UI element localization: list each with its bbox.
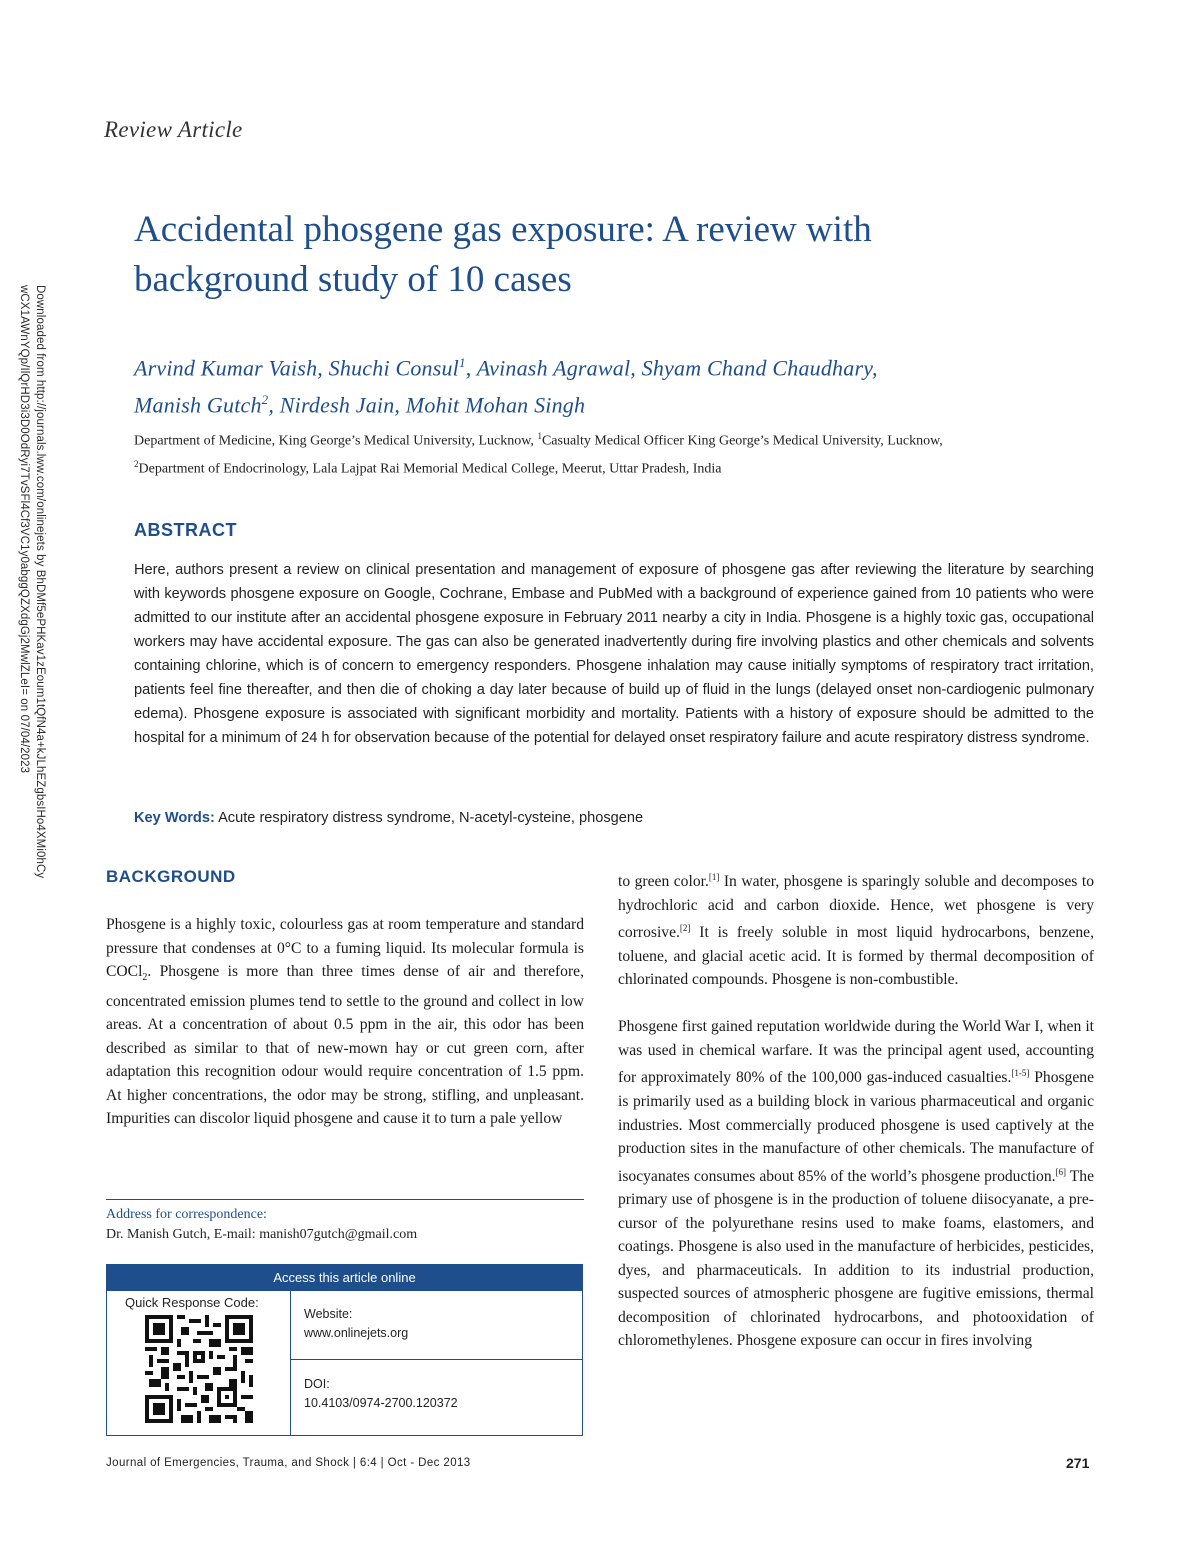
- background-heading: BACKGROUND: [106, 867, 236, 886]
- paragraph-text: In water, phosgene is sparingly soluble and decomposes to hydrochloric acid and carbon dioxide. Hence, wet phosgene is very corrosive.: [618, 873, 1094, 942]
- access-header: Access this article online: [107, 1265, 582, 1291]
- affiliation-superscript: 1: [537, 431, 542, 441]
- citation-ref[interactable]: [1-5]: [1011, 1068, 1030, 1079]
- author-text: , Avinash Agrawal, Shyam Chand Chaudhary,: [465, 355, 878, 381]
- article-title: Accidental phosgene gas exposure: A review with background study of 10 cases: [134, 209, 872, 300]
- paragraph-text: to green color.: [618, 873, 709, 891]
- author-list: [134, 347, 1094, 422]
- correspondence-label: Address for correspondence:: [106, 1207, 267, 1222]
- access-online-box: [106, 1264, 583, 1436]
- author-text: Manish Gutch: [134, 392, 262, 418]
- website-link[interactable]: www.onlinejets.org: [304, 1326, 409, 1340]
- correspondence-text: Dr. Manish Gutch, E-mail: manish07gutch@gmail.com: [106, 1227, 418, 1242]
- footer-journal: Journal of Emergencies, Trauma, and Shock | 6:4 | Oct - Dec 2013: [106, 1457, 471, 1469]
- paragraph-text: Phosgene is primarily used as a building block in various pharmaceutical and organic industries. Most commercially produced phosgene is used captively at the production sites in the manufacture of other chemicals. The manufacture of isocyanates consumes about 85% of the world’s phosgene production.: [618, 1069, 1094, 1185]
- qr-label: Quick Response Code:: [125, 1295, 259, 1310]
- left-column: [106, 913, 584, 1131]
- paragraph-text: It is freely soluble in most liquid hydrocarbons, benzene, toluene, and glacial acetic acid. It is formed by thermal decomposition of chlorinated compounds. Phosgene is non-combustible.: [618, 924, 1094, 989]
- keywords-list: Acute respiratory distress syndrome, N-acetyl-cysteine, phosgene: [214, 810, 644, 826]
- right-column: [618, 866, 1094, 1353]
- affiliations: [134, 425, 1094, 480]
- website-area: [290, 1291, 582, 1360]
- author-superscript: 1: [459, 355, 466, 370]
- affiliation-text: Department of Endocrinology, Lala Lajpat Rai Memorial Medical College, Meerut, Uttar Pradesh, India: [138, 461, 722, 477]
- affiliation-text: Casualty Medical Officer King George’s Medical University, Lucknow,: [541, 433, 943, 449]
- author-text: , Nirdesh Jain, Mohit Mohan Singh: [268, 392, 586, 418]
- keywords-label: Key Words:: [134, 810, 215, 826]
- affiliation-text: Department of Medicine, King George’s Medical University, Lucknow,: [134, 433, 538, 449]
- paragraph-text: . Phosgene is more than three times dense of air and therefore, concentrated emission plumes tend to settle to the ground and collect in low areas. At a concentration of about 0.5 ppm in the air, this odor has been described as similar to that of new-mown hay or cut green corn, after adaptation this recognition odour would require concentration of 1.5 ppm. At higher concentrations, the odor may be strong, stifling, and unpleasant. Impurities can discolor liquid phosgene and cause it to turn a pale yellow: [106, 963, 584, 1128]
- citation-ref[interactable]: [1]: [708, 872, 720, 882]
- paragraph-text: Phosgene first gained reputation worldwide during the World War I, when it was used in chemical warfare. It was the principal agent used, accounting for approximately 80% of the 100,000 gas-induced casualties.: [618, 1018, 1094, 1087]
- paragraph-text: The primary use of phosgene is in the production of toluene diisocyanate, a pre-cursor of the polyurethane resins used to make foams, elastomers, and coatings. Phosgene is also used in the manufacture of herbicides, pesticides, dyes, and pharmaceuticals. In addition to its industrial production, suspected sources of atmospheric phosgene are fugitive emissions, thermal decomposition of chlorinated hydrocarbons, and photooxidation of chloromethylenes. Phosgene exposure can occur in fires involving: [618, 1167, 1094, 1350]
- keywords: [134, 810, 1094, 826]
- paragraph: [106, 913, 584, 1131]
- citation-ref[interactable]: [2]: [679, 923, 691, 934]
- abstract-heading: ABSTRACT: [134, 520, 237, 540]
- download-watermark: [18, 285, 74, 905]
- page-number: 271: [1066, 1455, 1090, 1471]
- citation-ref[interactable]: [6]: [1055, 1166, 1067, 1177]
- correspondence-box: [106, 1199, 584, 1246]
- subscript: 2: [142, 972, 148, 984]
- website-label: Website:: [304, 1307, 353, 1321]
- doi-link[interactable]: 10.4103/0974-2700.120372: [304, 1396, 458, 1410]
- paragraph: [618, 866, 1094, 992]
- paragraph-text: Phosgene is a highly toxic, colourless gas at room temperature and standard pressure that condenses at 0°C to a fuming liquid. Its molecular formula is COCl: [106, 916, 584, 980]
- qr-area: [107, 1291, 291, 1435]
- doi-area: [290, 1359, 582, 1435]
- abstract-text: Here, authors present a review on clinical presentation and management of exposure of phosgene gas after reviewing the literature by searching with keywords phosgene exposure on Google, Cochrane, Embase and PubMed with a background of experience gained from 10 patients who were admitted to our institute after an accidental phosgene exposure in February 2011 nearby a city in India. Phosgene is a highly toxic gas, occupational workers may have accidental exposure. The gas can also be generated inadvertently during fire involving plastics and other chemicals and solvents containing chlorine, which is of concern to emergency responders. Phosgene inhalation may cause initially symptoms of respiratory tract irritation, patients feel fine thereafter, and then die of choking a day later because of build up of fluid in the lungs (delayed onset non-cardiogenic pulmonary edema). Phosgene exposure is associated with significant morbidity and mortality. Patients with a history of exposure should be admitted to the hospital for a minimum of 24 h for observation because of the potential for delayed onset respiratory failure and acute respiratory distress syndrome.: [134, 562, 1094, 746]
- qr-code-icon[interactable]: [145, 1315, 253, 1423]
- author-text: Arvind Kumar Vaish, Shuchi Consul: [134, 355, 459, 381]
- article-type: Review Article: [104, 117, 243, 142]
- download-notice-line-2: wCX1AWnYQp/IlQrHD3i3D0OdRyi7TvSFl4Cf3VC1y0abggQZXdgGj2MwlZLeI= on 07/04/2023: [18, 285, 30, 774]
- download-notice-line-1: Downloaded from http://journals.lww.com/onlinejets by BhDMf5ePHKav1zEoum1tQfN4a+kJLhEZgbsIHo4XMi0hCy: [34, 285, 46, 879]
- affiliation-superscript: 2: [134, 458, 139, 469]
- doi-label: DOI:: [304, 1377, 330, 1391]
- paragraph: [618, 1015, 1094, 1352]
- author-superscript: 2: [261, 392, 269, 408]
